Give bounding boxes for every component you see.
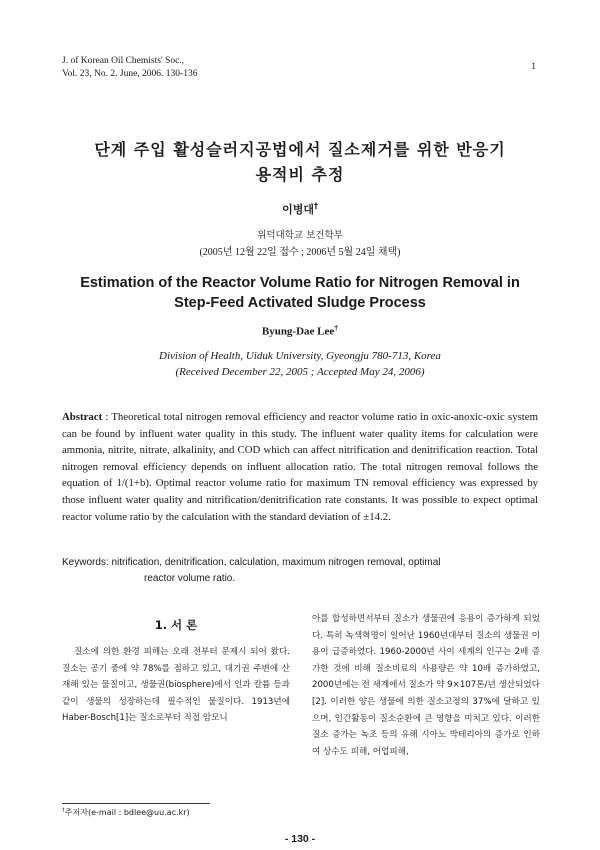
korean-author (0, 201, 600, 217)
keywords (62, 555, 538, 587)
journal-name: J. of Korean Oil Chemists' Soc., (62, 56, 185, 66)
english-title-line2: Step-Feed Activated Sludge Process (174, 295, 426, 311)
korean-received-dates: (2005년 12월 22일 접수 ; 2006년 5월 24일 채택) (199, 247, 401, 258)
body-left-column: 질소에 의한 환경 피해는 오래 전부터 문제시 되어 왔다. 질소는 공기 중에 약 78%를 점하고 있고, 대기권 주변에 산재해 있는 물질이고, 생물권(biosphere)에서 인과 칼륨 등과 같이 생물의 성장하는데 필수적인 물질이다. 1913년에 Haber-Bosch[1]는 질소로부터 직접 암모니 (62, 647, 290, 724)
abstract (62, 409, 538, 525)
page-number-bottom: - 130 - (284, 833, 316, 845)
page-number-top: 1 (531, 62, 536, 72)
korean-affiliation: 위덕대학교 보건학부 (257, 230, 343, 241)
footnote-text: 주저자(e-mail : bdlee@uu.ac.kr) (64, 808, 190, 817)
keywords-line2: reactor volume ratio. (144, 573, 236, 584)
abstract-text: Theoretical total nitrogen removal efficiency and reactor volume ratio in oxic-anoxic-oxic system can be found by influent water quality in this study. The influent water quality items for calculation were ammonia, nitrite, nitrate, alkalinity, and COD which can affect nitrification and denitrification reaction. Total nitrogen removal efficiency depends on influent allocation ratio. The total nitrogen removal follows the equation of 1/(1+b). Optimal reactor volume ratio for maximum TN removal efficiency was expressed by those influent water quality and nitrification/denitrification rate constants. It was possible to expect optimal reactor volume ratio by the calculation with the standard deviation of ±14.2. (62, 411, 538, 523)
korean-author-name: 이병대 (282, 203, 315, 216)
keywords-label: Keywords: (62, 557, 109, 568)
section-heading: 1. 서 론 (154, 618, 198, 632)
english-title-line1: Estimation of the Reactor Volume Ratio for Nitrogen Removal in (80, 275, 520, 291)
journal-volume: Vol. 23, No. 2. June, 2006. 130-136 (62, 69, 198, 79)
english-received-dates: (Received December 22, 2005 ; Accepted May 24, 2006) (175, 366, 425, 378)
english-author-mark: † (334, 323, 339, 332)
english-affiliation: Division of Health, Uiduk University, Gyeongju 780-713, Korea (159, 350, 441, 362)
english-author (0, 323, 600, 338)
footnote (62, 807, 190, 818)
footnote-divider (62, 803, 210, 804)
abstract-label: Abstract (62, 411, 103, 423)
body-right-column: 아를 합성하면서부터 질소가 생물권에 응용이 증가하게 되었다. 특히 녹색혁명이 일어난 1960년대부터 질소의 생물권 이용이 급증하였다. 1960-2000년 사이 세계의 인구는 2배 증가한 것에 비해 질소비료의 사용량은 약 10배 증가하였고, 2000년에는 전 세계에서 질소가 약 9×107톤/년 생산되었다[2]. 이러한 양은 생물에 의한 질소고정의 37%에 달하고 있으며, 인간활동이 질소순환에 큰 영향을 미치고 있다. 이러한 질소 증가는 녹조 등의 유해 시아노 박테리아의 증가로 인하여 상수도 피해, 어업피해, (312, 614, 540, 757)
abstract-separator: : (102, 411, 112, 423)
footnote-mark: † (62, 807, 65, 814)
korean-title-line1: 단계 주입 활성슬러지공법에서 질소제거를 위한 반응기 (94, 140, 506, 159)
journal-citation (62, 55, 197, 81)
keywords-line1: nitrification, denitrification, calculation, maximum nitrogen removal, optimal (111, 557, 441, 568)
english-author-name: Byung-Dae Lee (261, 325, 335, 338)
korean-title-line2: 용적비 추정 (255, 165, 345, 184)
korean-author-mark: † (314, 201, 318, 211)
